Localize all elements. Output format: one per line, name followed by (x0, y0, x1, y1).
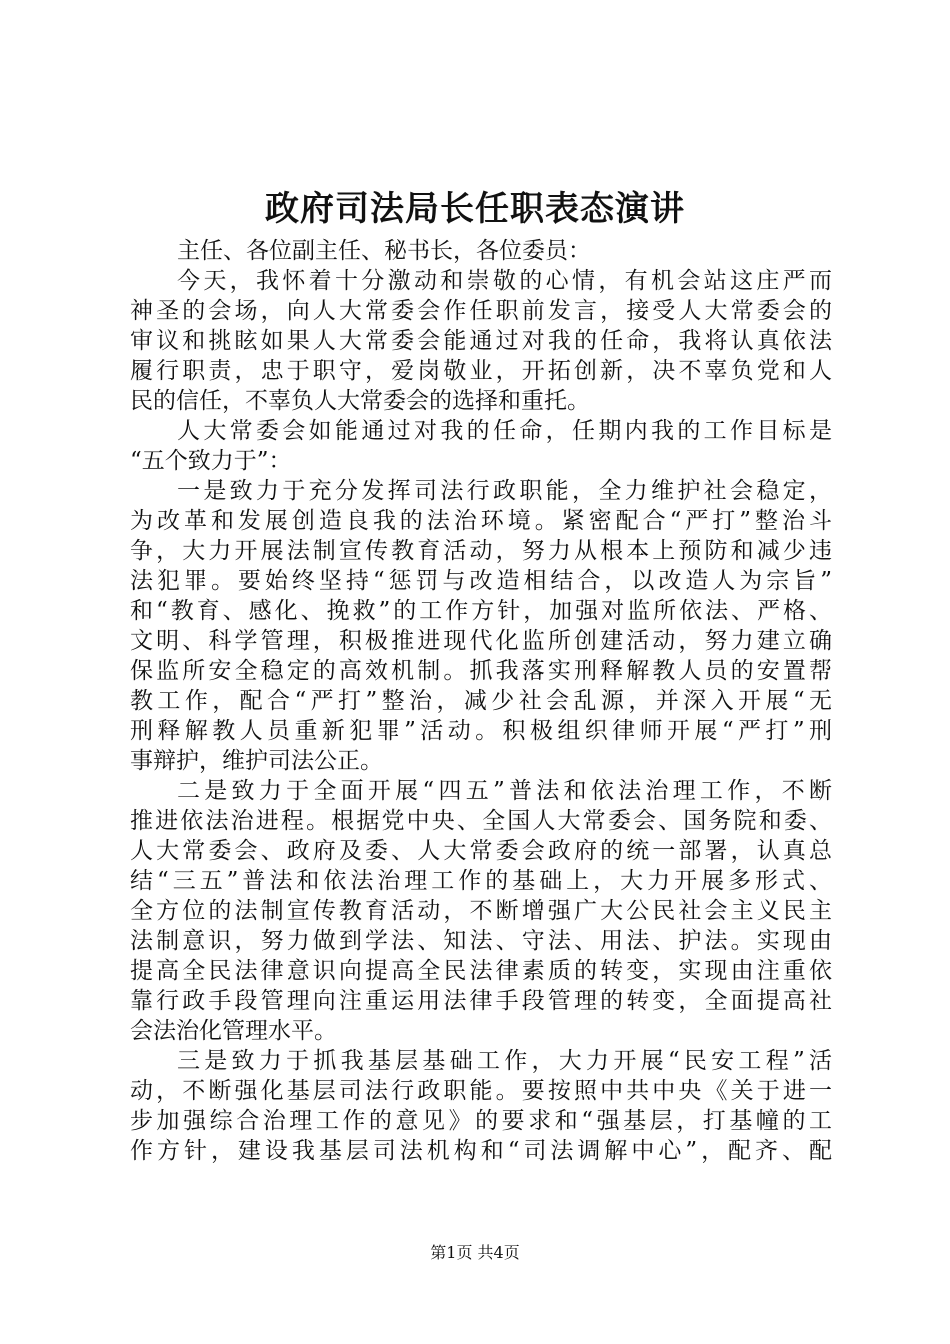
text-line: 会法治化管理水平。 (130, 1018, 337, 1044)
text-line: 全方位的法制宣传教育活动，不断增强广大公民社会主义民主 (130, 898, 832, 924)
text-line: 文明、科学管理，积极推进现代化监所创建活动，努力建立确 (130, 628, 832, 654)
text-line: 争，大力开展法制宣传教育活动，努力从根本上预防和减少违 (130, 538, 832, 564)
text-line: 人大常委会、政府及委、人大常委会政府的统一部署，认真总 (130, 838, 832, 864)
text-line: 一是致力于充分发挥司法行政职能，全力维护社会稳定， (177, 478, 832, 504)
document-title: 政府司法局长任职表态演讲 (265, 189, 685, 229)
text-line: 结“三五”普法和依法治理工作的基础上，大力开展多形式、 (130, 868, 832, 894)
text-line: 和“教育、感化、挽救”的工作方针，加强对监所依法、严格、 (130, 598, 832, 624)
text-line: 审议和挑眩如果人大常委会能通过对我的任命，我将认真依法 (130, 328, 832, 354)
document-body (130, 236, 832, 1166)
text-line: 刑释解教人员重新犯罪”活动。积极组织律师开展“严打”刑 (130, 718, 832, 744)
text-line: 作方针，建设我基层司法机构和“司法调解中心”，配齐、配 (130, 1138, 832, 1164)
text-line: 为改革和发展创造良我的法治环境。紧密配合“严打”整治斗 (130, 508, 832, 534)
text-line: 主任、各位副主任、秘书长，各位委员： (177, 238, 591, 264)
text-line: 三是致力于抓我基层基础工作，大力开展“民安工程”活 (177, 1048, 832, 1074)
text-line: 事辩护，维护司法公正。 (130, 748, 383, 774)
page-footer: 第1页 共4页 (430, 1243, 520, 1262)
text-line: 教工作，配合“严打”整治，减少社会乱源，并深入开展“无 (130, 688, 832, 714)
text-line: 法制意识，努力做到学法、知法、守法、用法、护法。实现由 (130, 928, 832, 954)
text-line: 人大常委会如能通过对我的任命，任期内我的工作目标是 (177, 418, 832, 444)
text-line: 二是致力于全面开展“四五”普法和依法治理工作，不断 (177, 778, 832, 804)
text-line: 法犯罪。要始终坚持“惩罚与改造相结合，以改造人为宗旨” (130, 568, 832, 594)
text-line: 保监所安全稳定的高效机制。抓我落实刑释解教人员的安置帮 (130, 658, 832, 684)
text-line: 动，不断强化基层司法行政职能。要按照中共中央《关于进一 (130, 1078, 832, 1104)
text-line: 提高全民法律意识向提高全民法律素质的转变，实现由注重依 (130, 958, 832, 984)
text-line: 神圣的会场，向人大常委会作任职前发言，接受人大常委会的 (130, 298, 832, 324)
text-line: 履行职责，忠于职守，爱岗敬业，开拓创新，决不辜负党和人 (130, 358, 832, 384)
text-line: 步加强综合治理工作的意见》的要求和“强基层，打基幢的工 (130, 1108, 832, 1134)
text-line: 民的信任，不辜负人大常委会的选择和重托。 (130, 388, 590, 414)
text-line: 靠行政手段管理向注重运用法律手段管理的转变，全面提高社 (130, 988, 832, 1014)
text-line: 推进依法治进程。根据党中央、全国人大常委会、国务院和委、 (130, 808, 832, 834)
text-line: 今天，我怀着十分激动和崇敬的心情，有机会站这庄严而 (177, 268, 832, 294)
text-line: “五个致力于”： (130, 448, 292, 474)
